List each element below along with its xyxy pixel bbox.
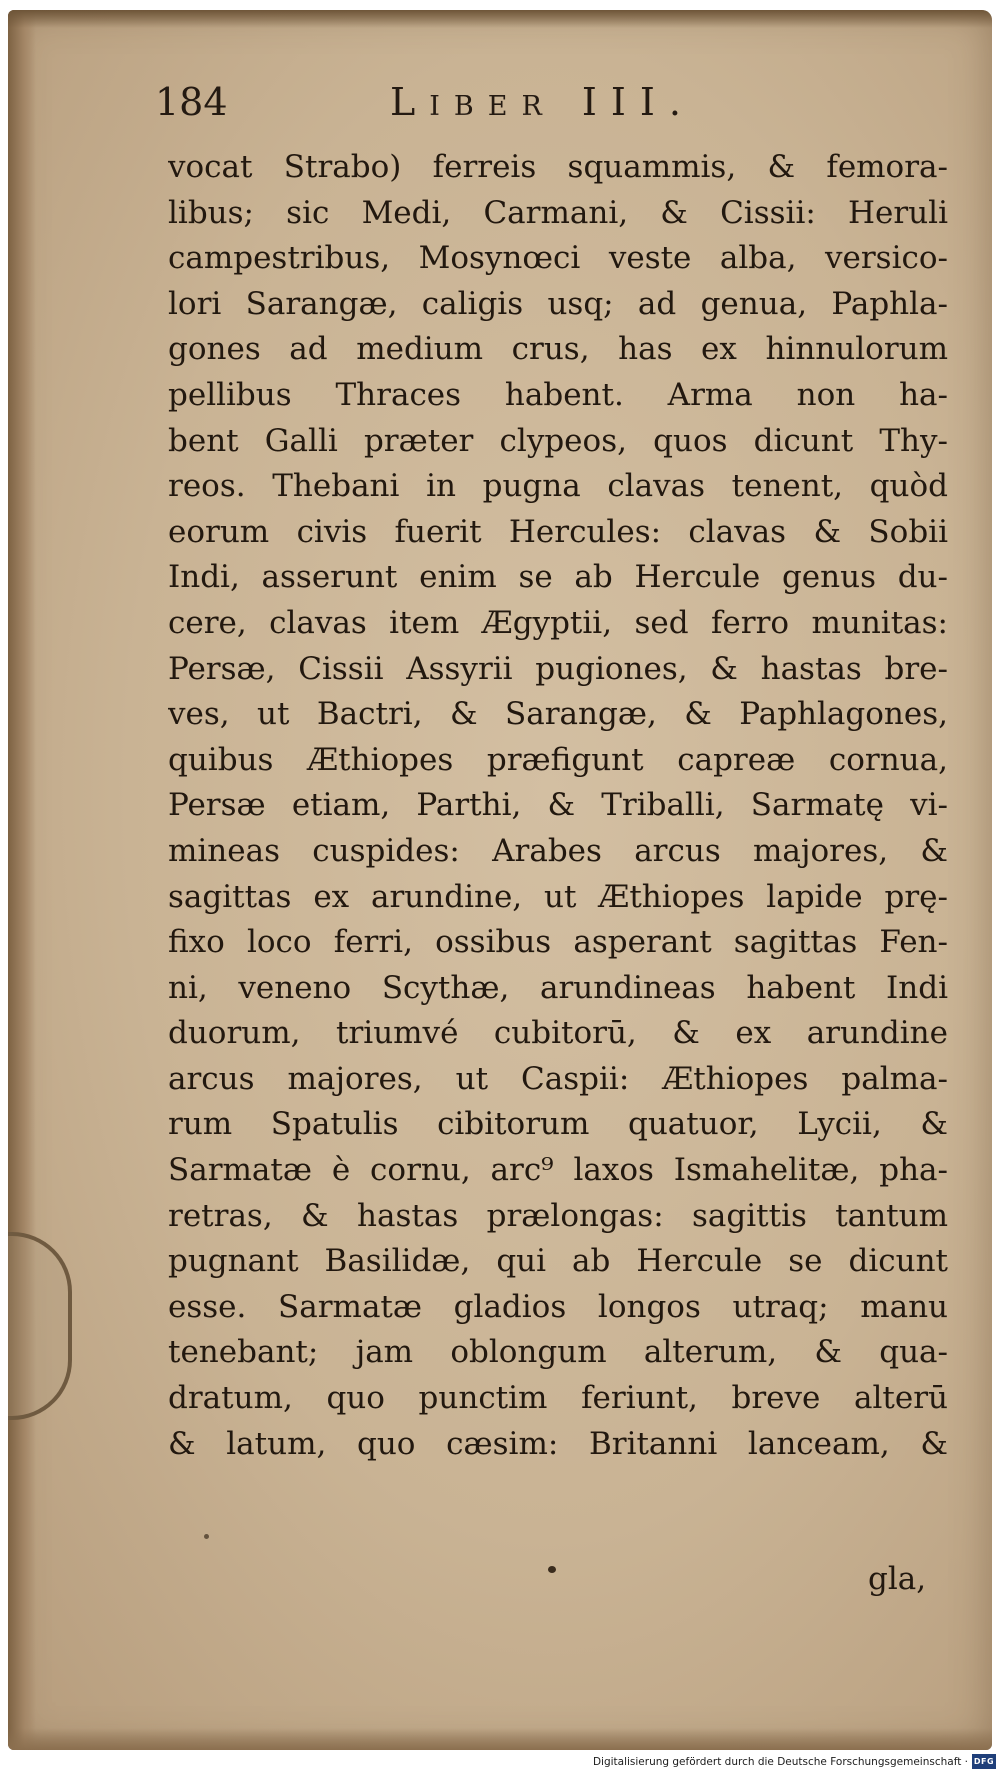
page-shadow-left (8, 10, 36, 1750)
text-line: retras, & hastas prælongas: sagittis tantum (168, 1197, 948, 1234)
text-line: eorum civis fuerit Hercules: clavas & Sobii (168, 513, 948, 550)
text-line: reos. Thebani in pugna clavas tenent, quòd (168, 468, 948, 505)
page-number: 184 (155, 80, 228, 124)
text-line: gones ad medium crus, has ex hinnulorum (168, 331, 948, 368)
text-line: bent Galli præter clypeos, quos dicunt Thy- (168, 422, 948, 459)
catchword: gla, (868, 1561, 927, 1597)
text-line: Sarmatæ è cornu, arc⁹ laxos Ismahelitæ, pha- (168, 1152, 948, 1189)
text-line: esse. Sarmatæ gladios longos utraq; manu (168, 1288, 948, 1325)
text-line: Persæ etiam, Parthi, & Triballi, Sarmatę vi- (168, 787, 948, 824)
text-line: ves, ut Bactri, & Sarangæ, & Paphlagones, (168, 696, 948, 733)
text-line: quibus Æthiopes præfigunt capreæ cornua, (168, 741, 948, 778)
funding-credit: Digitalisierung gefördert durch die Deutsche Forschungsgemeinschaft · (592, 1756, 968, 1768)
text-line: ni, veneno Scythæ, arundineas habent Indi (168, 969, 948, 1006)
text-line: pellibus Thraces habent. Arma non ha- (168, 376, 948, 413)
text-line: Persæ, Cissii Assyrii pugiones, & hastas bre- (168, 650, 948, 687)
text-line: rum Spatulis cibitorum quatuor, Lycii, & (168, 1106, 948, 1143)
text-line: pugnant Basilidæ, qui ab Hercule se dicunt (168, 1243, 948, 1280)
text-line: dratum, quo punctim feriunt, breve alterū (168, 1380, 948, 1417)
page-shadow-top (8, 10, 992, 28)
text-line: mineas cuspides: Arabes arcus majores, & (168, 832, 948, 869)
page-shadow-bottom (8, 1728, 992, 1750)
text-line: campestribus, Mosynœci veste alba, versico- (168, 240, 948, 277)
text-line: lori Sarangæ, caligis usq; ad genua, Paphla- (168, 285, 948, 322)
text-line: sagittas ex arundine, ut Æthiopes lapide prę- (168, 878, 948, 915)
ink-blot (548, 1566, 556, 1573)
text-line: duorum, triumvé cubitorū, & ex arundine (168, 1015, 948, 1052)
text-line: & latum, quo cæsim: Britanni lanceam, & (168, 1425, 948, 1462)
page-header (155, 72, 875, 132)
credit-bar (0, 1752, 1000, 1772)
text-line: Indi, asserunt enim se ab Hercule genus du- (168, 559, 948, 596)
text-line: vocat Strabo) ferreis squammis, & femora- (168, 149, 948, 185)
text-line: libus; sic Medi, Carmani, & Cissii: Heruli (168, 194, 948, 231)
book-clasp (8, 1232, 72, 1420)
book-page (8, 10, 992, 1750)
dfg-logo-icon: DFG (972, 1754, 996, 1769)
text-line: cere, clavas item Ægyptii, sed ferro munitas: (168, 604, 948, 641)
text-line: arcus majores, ut Caspii: Æthiopes palma- (168, 1060, 948, 1097)
text-line: fixo loco ferri, ossibus asperant sagittas Fen- (168, 924, 948, 961)
running-head: Liber III. (390, 80, 695, 124)
body-text (168, 145, 948, 1467)
ink-blot (204, 1534, 209, 1539)
text-line: tenebant; jam oblongum alterum, & qua- (168, 1334, 948, 1371)
